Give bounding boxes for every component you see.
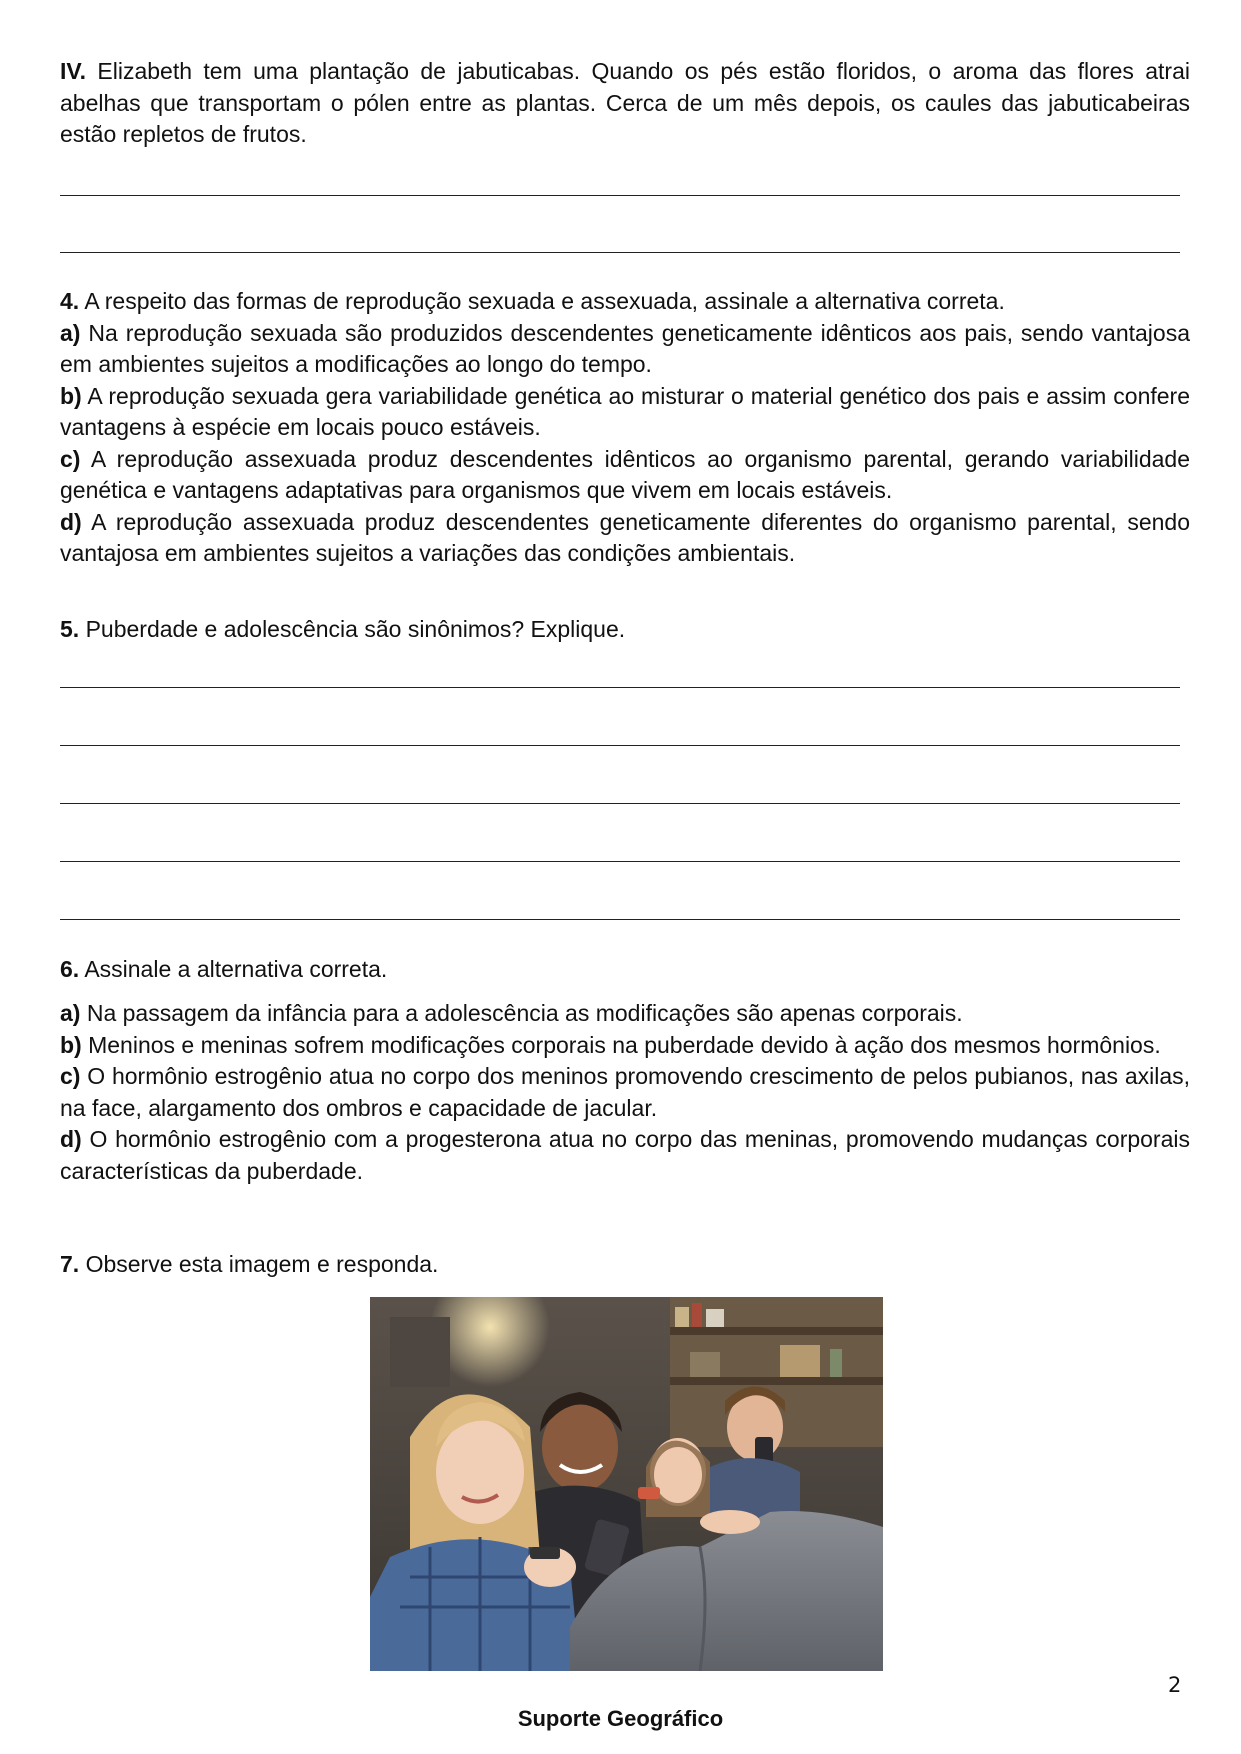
question-number: 4.: [60, 288, 80, 314]
item-label: IV.: [60, 58, 87, 84]
option-label: a): [60, 1000, 81, 1026]
q5-prompt: [60, 614, 1190, 646]
question-prompt: A respeito das formas de reprodução sexuada e assexuada, assinale a alternativa correta.: [84, 288, 1005, 314]
answer-line[interactable]: [60, 861, 1190, 862]
answer-line[interactable]: [60, 687, 1190, 688]
option-text: A reprodução assexuada produz descendentes geneticamente diferentes do organismo parental, sendo vantajosa em ambientes sujeitos a variações das condições ambientais.: [60, 508, 1190, 566]
q6-prompt: [60, 954, 1190, 986]
option-text: A reprodução assexuada produz descendentes idênticos ao organismo parental, gerando variabilidade genética e vantagens adaptativas para organismos que vivem em locais estáveis.: [60, 445, 1191, 503]
question-prompt: Assinale a alternativa correta.: [84, 956, 388, 982]
answer-line[interactable]: [60, 195, 1190, 196]
option-label: a): [60, 319, 81, 346]
question-prompt: Puberdade e adolescência são sinônimos? Explique.: [85, 616, 626, 642]
q4-option-a: [60, 318, 1190, 381]
question-prompt: Observe esta imagem e responda.: [85, 1251, 439, 1277]
option-text: A reprodução sexuada gera variabilidade genética ao misturar o material genético dos pais e assim confere vantagens à espécie em locais pouco estáveis.: [60, 382, 1190, 440]
option-text: Na passagem da infância para a adolescência as modificações são apenas corporais.: [86, 1000, 963, 1026]
q4-option-d: [60, 507, 1190, 570]
q4-option-b: [60, 381, 1190, 444]
answer-line[interactable]: [60, 803, 1190, 804]
q4-option-c: [60, 444, 1190, 507]
option-text: O hormônio estrogênio atua no corpo dos meninos promovendo crescimento de pelos pubianos, nas axilas, na face, alargamento dos ombros e capacidade de jacular.: [60, 1063, 1191, 1121]
question-7: [60, 1249, 1190, 1281]
q3-item-iv-paragraph: [60, 56, 1190, 151]
option-label: b): [60, 382, 82, 409]
answer-line[interactable]: [60, 919, 1190, 920]
answer-line[interactable]: [60, 745, 1190, 746]
option-label: c): [60, 1063, 81, 1089]
question-number: 7.: [60, 1251, 80, 1277]
q6-option-c: [60, 1061, 1190, 1124]
q6-option-a: [60, 998, 1190, 1030]
question-4: [60, 286, 1190, 570]
question-number: 5.: [60, 616, 80, 642]
question-number: 6.: [60, 956, 80, 982]
q7-prompt: [60, 1249, 1190, 1281]
q4-prompt: [60, 286, 1190, 318]
teenagers-photo: [370, 1297, 883, 1671]
option-text: Na reprodução sexuada são produzidos descendentes geneticamente idênticos aos pais, sendo vantajosa em ambientes sujeitos a modificações ao longo do tempo.: [60, 319, 1191, 377]
option-text: Meninos e meninas sofrem modificações corporais na puberdade devido à ação dos mesmos hormônios.: [88, 1031, 1161, 1058]
option-text: O hormônio estrogênio com a progesterona atua no corpo das meninas, promovendo mudanças corporais características da puberdade.: [60, 1126, 1190, 1184]
option-label: c): [60, 445, 81, 472]
option-label: d): [60, 1126, 82, 1152]
page-number: 2: [1168, 1673, 1182, 1697]
q6-options: [60, 998, 1190, 1187]
photo-illustration: [370, 1297, 883, 1671]
footer-caption: Suporte Geográfico: [517, 1706, 724, 1731]
question-6: [60, 954, 1190, 986]
q6-option-b: [60, 1030, 1190, 1062]
item-text: Elizabeth tem uma plantação de jabuticabas. Quando os pés estão floridos, o aroma das flores atrai abelhas que transportam o pólen entre as plantas. Cerca de um mês depois, os caules das jabuticabeiras estão repletos de frutos.: [60, 58, 1190, 147]
answer-line[interactable]: [60, 252, 1190, 253]
q6-option-d: [60, 1124, 1190, 1187]
question-5: [60, 614, 1190, 646]
option-label: b): [60, 1031, 82, 1058]
q3-item-iv: [60, 56, 1190, 151]
option-label: d): [60, 508, 82, 535]
